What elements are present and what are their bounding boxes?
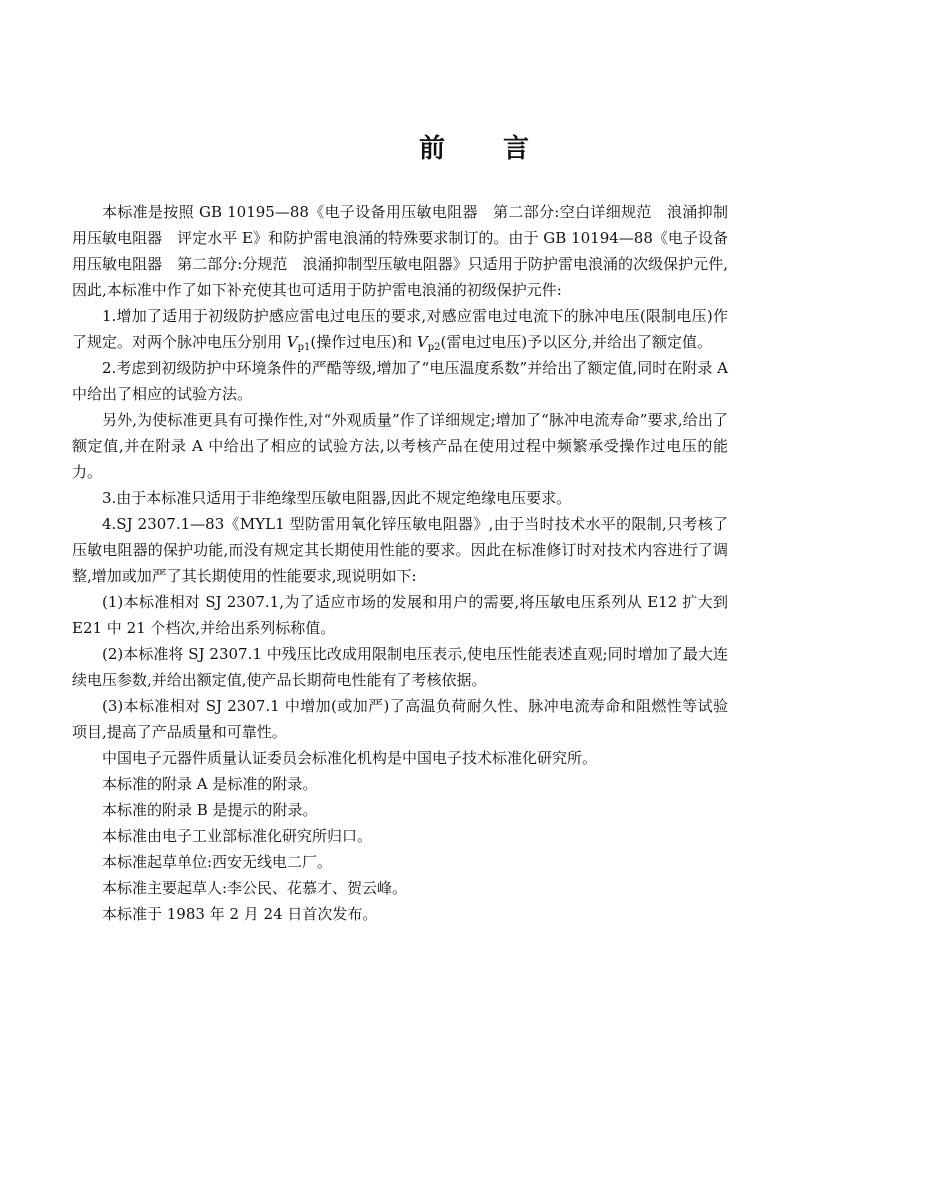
symbol-v1-subscript: p1 <box>297 342 311 353</box>
symbol-v2: V <box>416 333 428 351</box>
foreword-body <box>72 199 728 927</box>
paragraph-sub-1: (1)本标准相对 SJ 2307.1,为了适应市场的发展和用户的需要,将压敏电压系列从 E12 扩大到 E21 中 21 个档次,并给出系列标称值。 <box>72 593 728 637</box>
paragraph-extra: 另外,为使标准更具有可操作性,对“外观质量”作了详细规定;增加了“脉冲电流寿命”要求,给出了额定值,并在附录 A 中给出了相应的试验方法,以考核产品在使用过程中频繁承受操作过电压的能力。 <box>72 411 728 481</box>
paragraph-item-3: 3.由于本标准只适用于非绝缘型压敏电阻器,因此不规定绝缘电压要求。 <box>102 489 572 507</box>
symbol-v1: V <box>286 333 298 351</box>
paragraph-sub-3: (3)本标准相对 SJ 2307.1 中增加(或加严)了高温负荷耐久性、脉冲电流寿命和阻燃性等试验项目,提高了产品质量和可靠性。 <box>72 697 728 741</box>
paragraph-drafter-unit: 本标准起草单位:西安无线电二厂。 <box>102 853 333 871</box>
title-char-2: 言 <box>503 134 532 164</box>
item1-text-c: (雷电过电压)予以区分,并给出了额定值。 <box>440 333 712 351</box>
paragraph-owner: 本标准由电子工业部标准化研究所归口。 <box>102 827 373 845</box>
paragraph-item-4: 4.SJ 2307.1—83《MYL1 型防雷用氧化锌压敏电阻器》,由于当时技术水平的限制,只考核了压敏电阻器的保护功能,而没有规定其长期使用性能的要求。因此在标准修订时对技术内容进行了调整,增加或加严了其长期使用的性能要求,现说明如下: <box>72 515 728 585</box>
paragraph-drafters: 本标准主要起草人:李公民、花慕才、贺云峰。 <box>102 879 408 897</box>
paragraph-organization: 中国电子元器件质量认证委员会标准化机构是中国电子技术标准化研究所。 <box>102 749 598 767</box>
paragraph-appendix-a: 本标准的附录 A 是标准的附录。 <box>102 775 318 793</box>
paragraph-item-1 <box>72 303 728 355</box>
page-title <box>0 128 950 165</box>
symbol-v2-subscript: p2 <box>427 342 441 353</box>
paragraph-sub-2: (2)本标准将 SJ 2307.1 中残压比改成用限制电压表示,使电压性能表述直观;同时增加了最大连续电压参数,并给出额定值,使产品长期荷电性能有了考核依据。 <box>72 645 728 689</box>
title-char-1: 前 <box>418 134 447 164</box>
paragraph-intro: 本标准是按照 GB 10195—88《电子设备用压敏电阻器 第二部分:空白详细规范 浪涌抑制用压敏电阻器 评定水平 E》和防护雷电浪涌的特殊要求制订的。由于 GB 10194—88《电子设备用压敏电阻器 第二部分:分规范 浪涌抑制型压敏电阻器》只适用于防护雷电浪涌的次级保护元件,因此,本标准中作了如下补充使其也可适用于防护雷电浪涌的初级保护元件: <box>72 203 728 299</box>
item1-text-b: (操作过电压)和 <box>310 333 417 351</box>
item1-text-a: 1.增加了适用于初级防护感应雷电过电压的要求,对感应雷电过电流下的脉冲电压(限制电压)作了规定。对两个脉冲电压分别用 <box>72 307 728 351</box>
paragraph-item-2: 2.考虑到初级防护中环境条件的严酷等级,增加了“电压温度系数”并给出了额定值,同时在附录 A 中给出了相应的试验方法。 <box>72 359 728 403</box>
paragraph-first-issue: 本标准于 1983 年 2 月 24 日首次发布。 <box>102 905 378 923</box>
paragraph-appendix-b: 本标准的附录 B 是提示的附录。 <box>102 801 318 819</box>
